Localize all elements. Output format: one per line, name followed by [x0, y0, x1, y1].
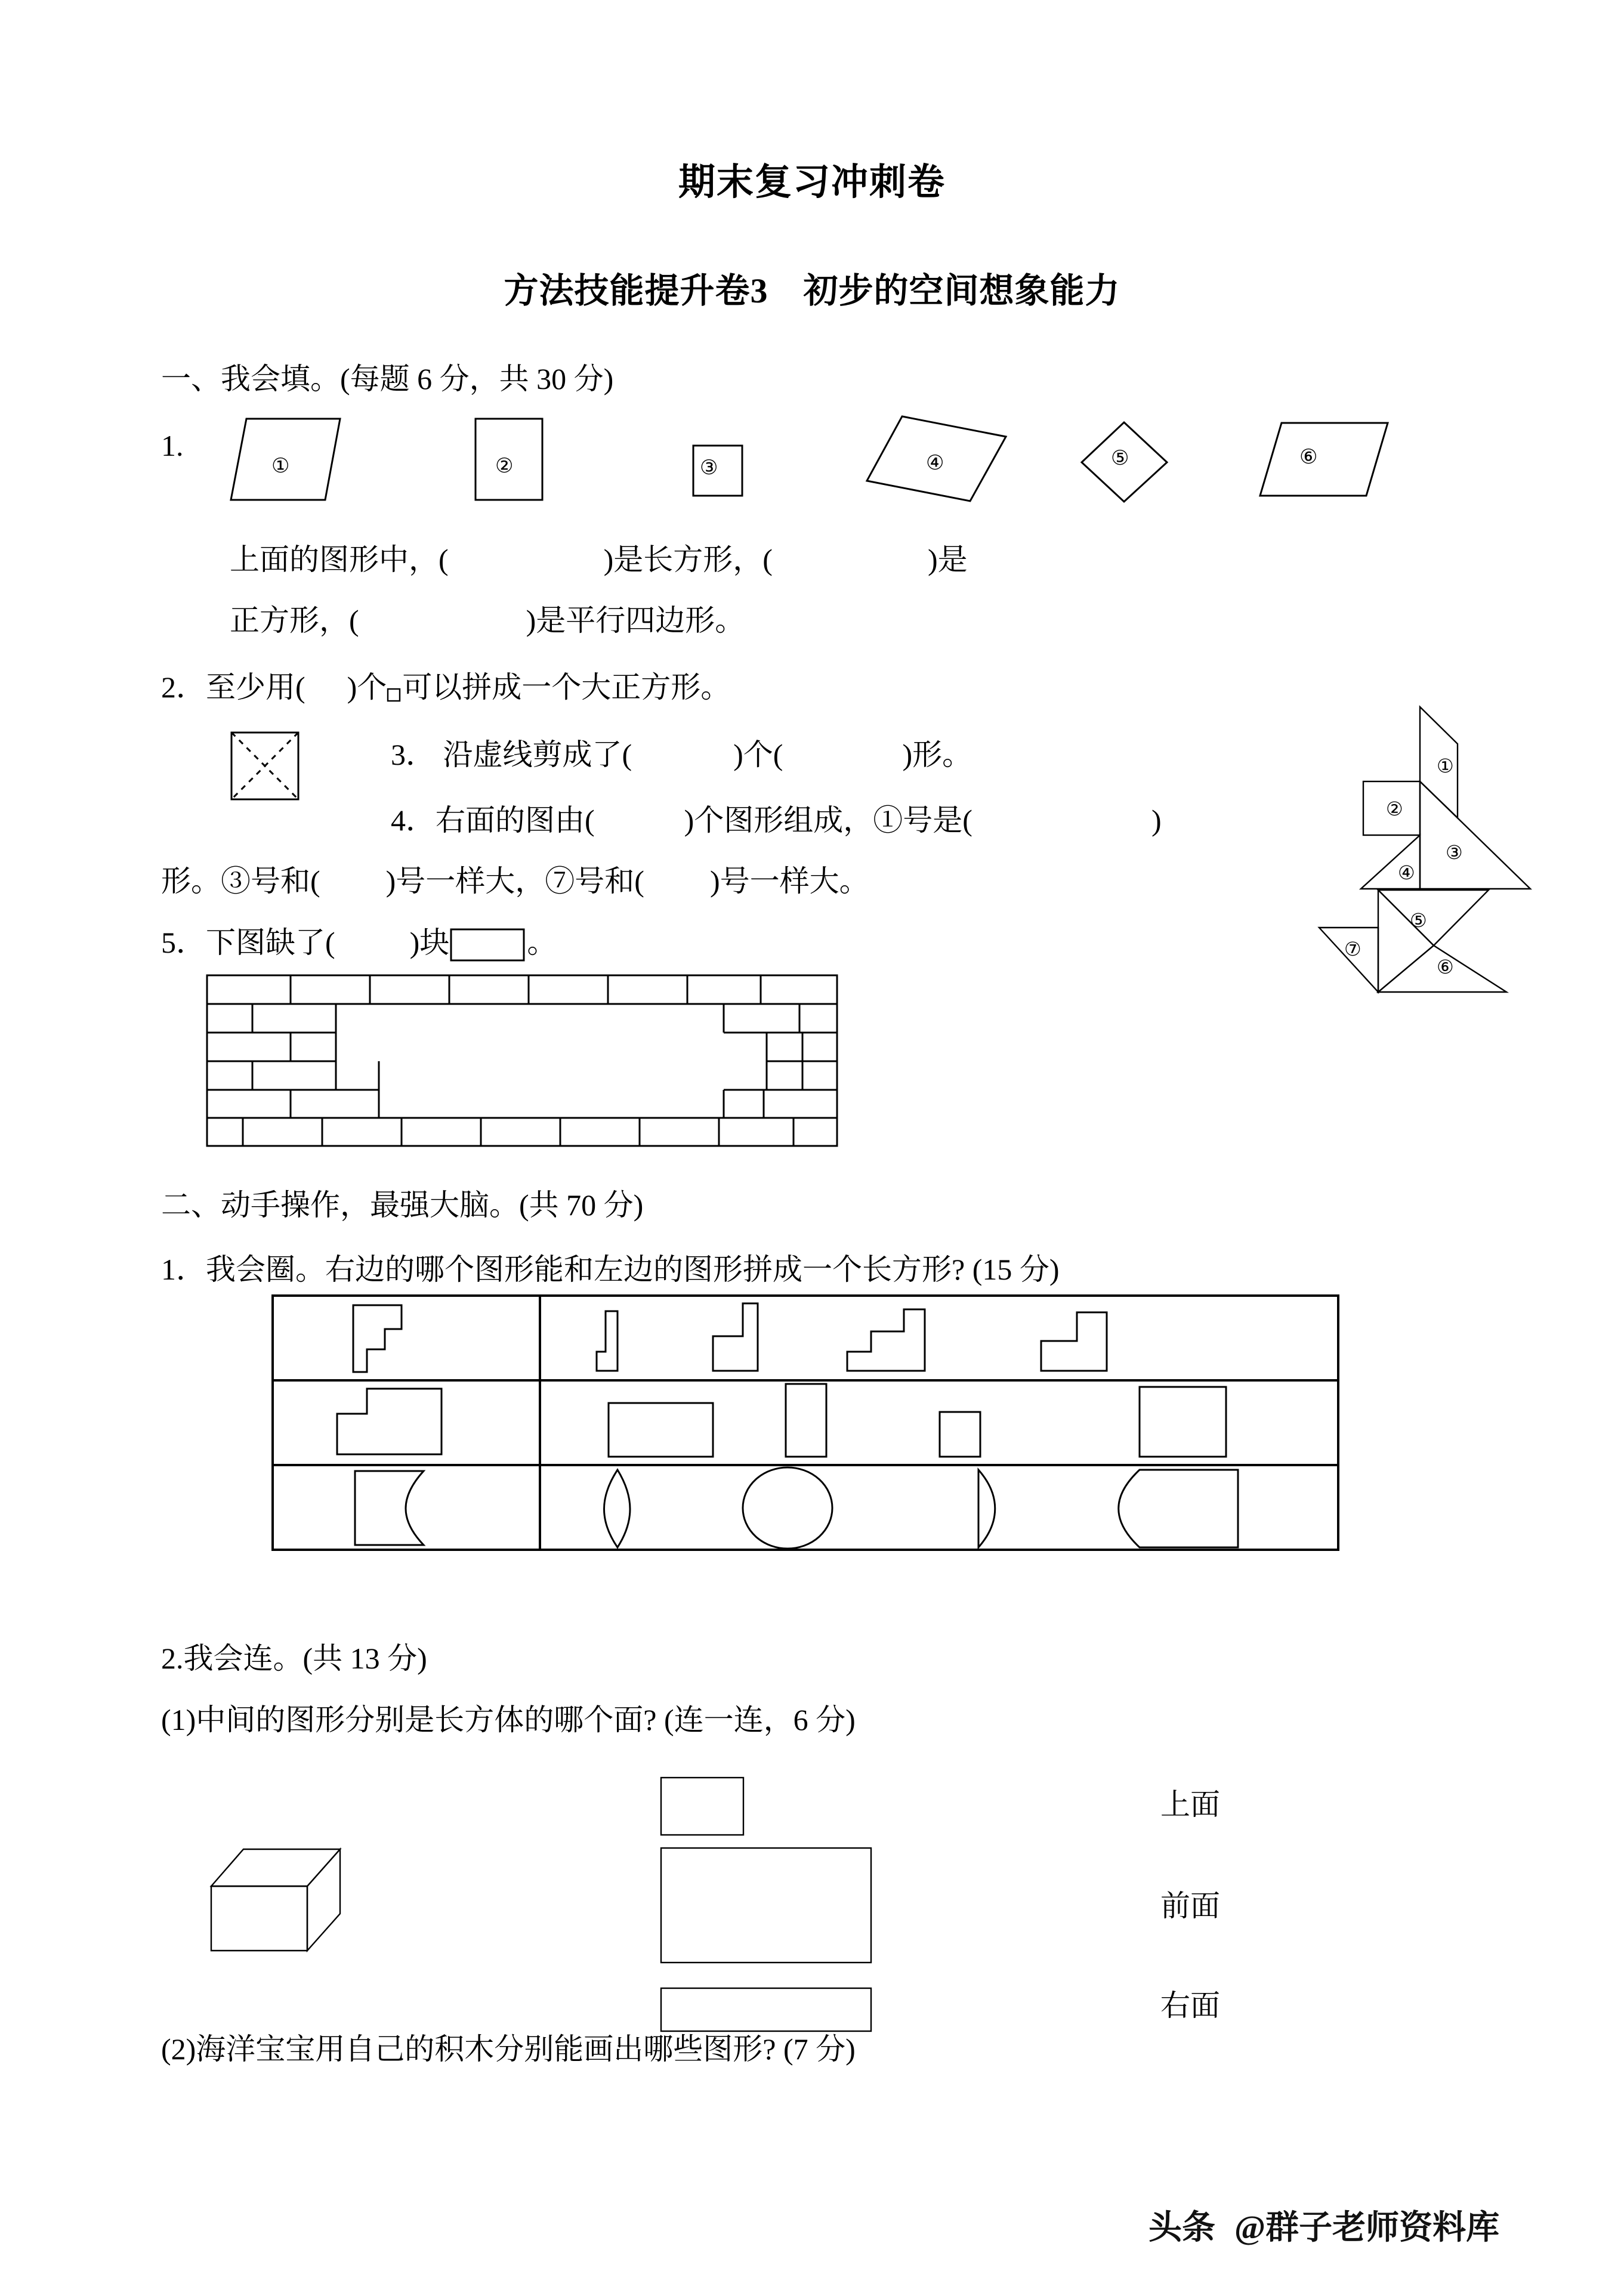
s2-q2-number: 2.: [161, 1642, 184, 1675]
tangram-label-4: ④: [1398, 862, 1415, 883]
figure-shape-3-label: ③: [700, 457, 718, 479]
figure-dashed-cut-square: [230, 731, 301, 802]
tangram-label-2: ②: [1386, 798, 1403, 820]
figure-shape-2-label: ②: [495, 455, 514, 477]
q1-line2-part-b: )是平行四边形。: [526, 604, 745, 637]
face-rect-front[interactable]: [659, 1846, 874, 1966]
q2-text-c: 可以拼成一个大正方形。: [402, 670, 731, 704]
s2-q2-line: [161, 1634, 427, 1677]
figure-shape-6-label: ⑥: [1299, 446, 1318, 468]
tangram-label-7: ⑦: [1344, 938, 1361, 960]
watermark-brand: 头条: [1148, 2210, 1215, 2246]
face-label-top: 上面: [1160, 1788, 1220, 1821]
q4-line1: [391, 796, 1162, 839]
q5-number: 5．: [161, 926, 206, 959]
page-subtitle: 方法技能提升卷3 初步的空间想象能力: [504, 271, 1120, 310]
section-two-heading: 二、动手操作，最强大脑。(共 70 分): [161, 1188, 644, 1222]
q5-text-c: 。: [527, 926, 557, 959]
tangram-label-6: ⑥: [1437, 956, 1454, 978]
figure-shape-5-label: ⑤: [1111, 447, 1129, 469]
q4-text-c: ): [1151, 804, 1162, 837]
q2-number: 2．: [161, 670, 206, 704]
s2-q1-text: 我会圈。右边的哪个图形能和左边的图形拼成一个长方形? (15 分): [206, 1253, 1060, 1286]
q5-text-b: )块: [409, 926, 450, 959]
q4-text-a: 右面的图由(: [436, 804, 595, 837]
tangram-label-1: ①: [1437, 755, 1454, 777]
tangram-label-5: ⑤: [1410, 910, 1427, 931]
s2-q2-sub2: (2)海洋宝宝用自己的积木分别能画出哪些图形? (7 分): [161, 2032, 856, 2066]
q2-text-b: )个: [347, 670, 387, 704]
q1-line2-part-a: 正方形，(: [230, 604, 359, 637]
s2-q2-text: 我会连。(共 13 分): [183, 1642, 427, 1675]
q3-number: 3．: [391, 738, 436, 771]
figure-shape-6: [1259, 421, 1390, 504]
q2-text-a: 至少用(: [206, 670, 305, 704]
q4-line2-part-c: )号一样大。: [709, 864, 869, 898]
page-title: 期末复习冲刺卷: [678, 162, 946, 203]
q1-line2: [230, 597, 745, 639]
q4-number: 4．: [391, 804, 436, 837]
shape-match-table: [271, 1294, 1339, 1551]
q1-line1-part-c: )是: [927, 543, 968, 576]
face-label-front: 前面: [1160, 1889, 1220, 1923]
q3-text-c: )形。: [902, 738, 972, 771]
q1-line1-part-b: )是长方形，(: [603, 543, 773, 576]
q4-line2-part-a: 形。③号和(: [161, 864, 320, 898]
q2-line: [161, 663, 730, 708]
q3-text-b: )个(: [733, 738, 783, 771]
q5-line: [161, 919, 557, 965]
figure-brick-wall: [206, 974, 838, 1147]
tangram-label-3: ③: [1446, 842, 1463, 863]
figure-tangram: [1304, 689, 1554, 1029]
s2-q1-line: [161, 1246, 1060, 1288]
s2-q2-sub1: (1)中间的图形分别是长方体的哪个面? (连一连，6 分): [161, 1703, 856, 1736]
s2-q1-number: 1．: [161, 1253, 206, 1286]
face-label-right: 右面: [1160, 1989, 1220, 2022]
figure-cuboid: [209, 1843, 382, 1957]
q1-number: 1.: [161, 429, 184, 462]
face-rect-top[interactable]: [659, 1776, 746, 1838]
brick-rect-icon: [449, 928, 527, 965]
small-square-icon: [387, 673, 402, 708]
section-one-heading: 一、我会填。(每题 6 分，共 30 分): [161, 362, 614, 395]
q1-line1: [230, 536, 968, 579]
q1-line1-part-a: 上面的图形中，(: [230, 543, 449, 576]
watermark-handle: @群子老师资料库: [1234, 2210, 1500, 2246]
q4-text-b: )个图形组成，①号是(: [684, 804, 972, 837]
q3-text-a: 沿虚线剪成了(: [443, 738, 632, 771]
q4-line2-part-b: )号一样大，⑦号和(: [385, 864, 644, 898]
figure-shape-1-label: ①: [271, 455, 290, 477]
q4-line2: [161, 857, 869, 900]
footer-watermark: [1148, 2201, 1499, 2249]
figure-shape-4-label: ④: [926, 452, 944, 474]
q5-text-a: 下图缺了(: [206, 926, 335, 959]
q3-line: [391, 731, 972, 774]
